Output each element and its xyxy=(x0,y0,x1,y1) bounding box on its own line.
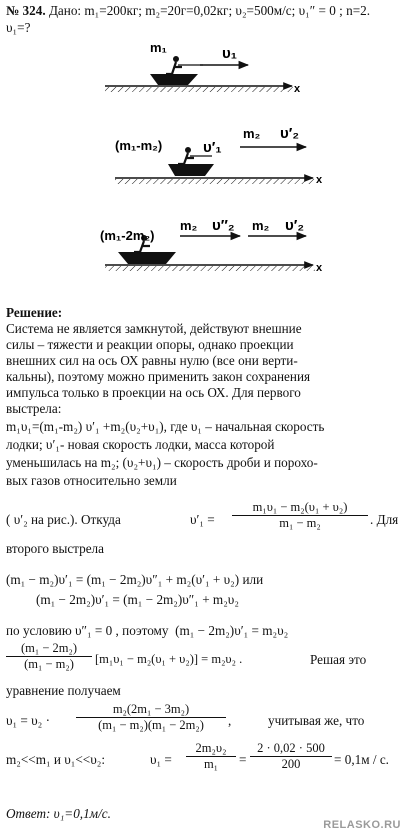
fraction-mass-ratio xyxy=(6,641,92,672)
solution-heading: Решение: xyxy=(6,305,63,320)
fraction-denominator: m₁ − m₂ xyxy=(232,515,368,531)
person-head xyxy=(185,147,191,153)
equation-second-shot-1: (m₁ − m₂)υ′₁ = (m₁ − 2m₂)υ″₁ + m₂(υ′₁ + υ₂) или xyxy=(6,572,264,587)
problem-header xyxy=(6,3,370,19)
figure-1 xyxy=(105,40,301,95)
solution-line: внешних сил на ось ОХ равны нулю (все они верти- xyxy=(6,353,298,368)
fraction-numerator: 2 · 0,02 · 500 xyxy=(257,741,325,755)
solution-line: вых газов относительно земли xyxy=(6,473,177,488)
condition-text xyxy=(6,623,288,639)
obtain-text: уравнение получаем xyxy=(6,683,121,698)
fraction-tail: . Для xyxy=(370,512,399,527)
fraction-v1-exact xyxy=(76,702,226,733)
fraction-denominator: 200 xyxy=(250,756,332,772)
fraction-tail: [m₁υ₁ − m₂(υ₁ + υ₂)] = m₂υ₂ . xyxy=(95,652,243,666)
boat xyxy=(168,164,214,176)
v1prime-symbol: υ′₁ = xyxy=(190,512,215,527)
v1-expression: υ₁ = υ₂ · xyxy=(6,713,50,728)
mass-label-m2-b: m₂ xyxy=(252,218,270,233)
second-shot-text: второго выстрела xyxy=(6,541,104,556)
v1-final-symbol: υ₁ = xyxy=(150,752,172,767)
answer-line: Ответ: υ₁=0,1м/с. xyxy=(6,806,111,821)
equation-second-shot-2: (m₁ − 2m₂)υ′₁ = (m₁ − 2m₂)υ″₁ + m₂υ₂ xyxy=(36,592,239,607)
person-head xyxy=(173,56,179,62)
x-axis-label: x xyxy=(294,83,301,95)
condition-equation: (m₁ − 2m₂)υ′₁ = m₂υ₂ xyxy=(175,623,289,638)
solution-line: уменьшилась на m₂; (υ₂+υ₁) – скорость дроби и порохо- xyxy=(6,455,318,470)
velocity-label-v2dprime: υ″₂ xyxy=(212,217,235,234)
figure-diagrams xyxy=(0,40,407,300)
ground-hatch xyxy=(105,266,315,271)
velocity-label-v2prime: υ′₂ xyxy=(285,217,304,234)
given-text: Дано: m₁=200кг; m₂=20г=0,02кг; υ₂=500м/с; υ₁″ = 0 ; n=2. xyxy=(48,3,371,18)
boat xyxy=(150,74,198,85)
fraction-denominator: (m₁ − m₂) xyxy=(6,656,92,672)
fraction-numerator: m₁υ₁ − m₂(υ₁ + υ₂) xyxy=(252,500,348,514)
fraction-v1prime xyxy=(232,500,368,531)
boat xyxy=(118,252,176,264)
momentum-equation: m₁υ₁=(m₁-m₂) υ′₁ +m₂(υ₂+υ₁), где υ₁ – начальная скорость xyxy=(6,419,325,434)
mass-label-m2: m₂ xyxy=(243,126,261,141)
reshaya-text: Решая это xyxy=(310,652,367,667)
fraction-numeric xyxy=(250,741,332,772)
fraction-denominator: m₁ xyxy=(186,756,236,772)
person-body xyxy=(178,153,194,164)
velocity-label-v1: υ₁ xyxy=(222,45,237,62)
person-body xyxy=(166,62,182,74)
ground-hatch xyxy=(105,87,295,92)
fraction-tail: , xyxy=(228,713,232,728)
mass-label-m1: m₁ xyxy=(150,40,167,55)
result-value: = 0,1м / с. xyxy=(334,752,389,767)
condition-label: по условию υ″₁ = 0 , поэтому xyxy=(6,623,169,638)
fraction-denominator: (m₁ − m₂)(m₁ − 2m₂) xyxy=(76,717,226,733)
otkuda-text: ( υ′₂ на рис.). Откуда xyxy=(6,512,121,527)
x-axis-label: x xyxy=(316,262,323,274)
mass-label-m1-m2: (m₁-m₂) xyxy=(115,138,163,153)
solution-line: Система не является замкнутой, действуют внешние xyxy=(6,321,302,336)
velocity-label-v1prime: υ′₁ xyxy=(203,139,222,156)
ground-hatch xyxy=(115,179,315,184)
figure-3 xyxy=(100,217,323,274)
approximation-condition: m₂<<m₁ и υ₁<<υ₂: xyxy=(6,752,106,767)
problem-number: № 324. xyxy=(6,3,46,18)
unknown-text: υ₁=? xyxy=(6,20,31,35)
mass-label-m1-2m2: (m₁-2m₂) xyxy=(100,228,155,243)
solution-line: кальны), поэтому можно применить закон сохранения xyxy=(6,369,311,384)
solution-line: лодки; υ′₁- новая скорость лодки, масса которой xyxy=(6,437,275,452)
solution-line: импульса только в проекции на ось ОХ. Для первого xyxy=(6,385,301,400)
fraction-approx xyxy=(186,741,236,772)
fraction-numerator: 2m₂υ₂ xyxy=(195,741,227,755)
fraction-numerator: m₂(2m₁ − 3m₂) xyxy=(112,702,190,716)
mass-label-m2-a: m₂ xyxy=(180,218,198,233)
watermark: RELASKO.RU xyxy=(323,819,401,831)
equals-sign: = xyxy=(239,752,247,767)
solution-line: силы – тяжести и реакции опоры, однако проекции xyxy=(6,337,294,352)
solution-line: выстрела: xyxy=(6,401,62,416)
uchit-text: учитывая же, что xyxy=(268,713,365,728)
velocity-label-v2prime: υ′₂ xyxy=(280,125,299,142)
x-axis-label: x xyxy=(316,174,323,186)
figure-2 xyxy=(115,125,323,186)
fraction-numerator: (m₁ − 2m₂) xyxy=(20,641,78,655)
